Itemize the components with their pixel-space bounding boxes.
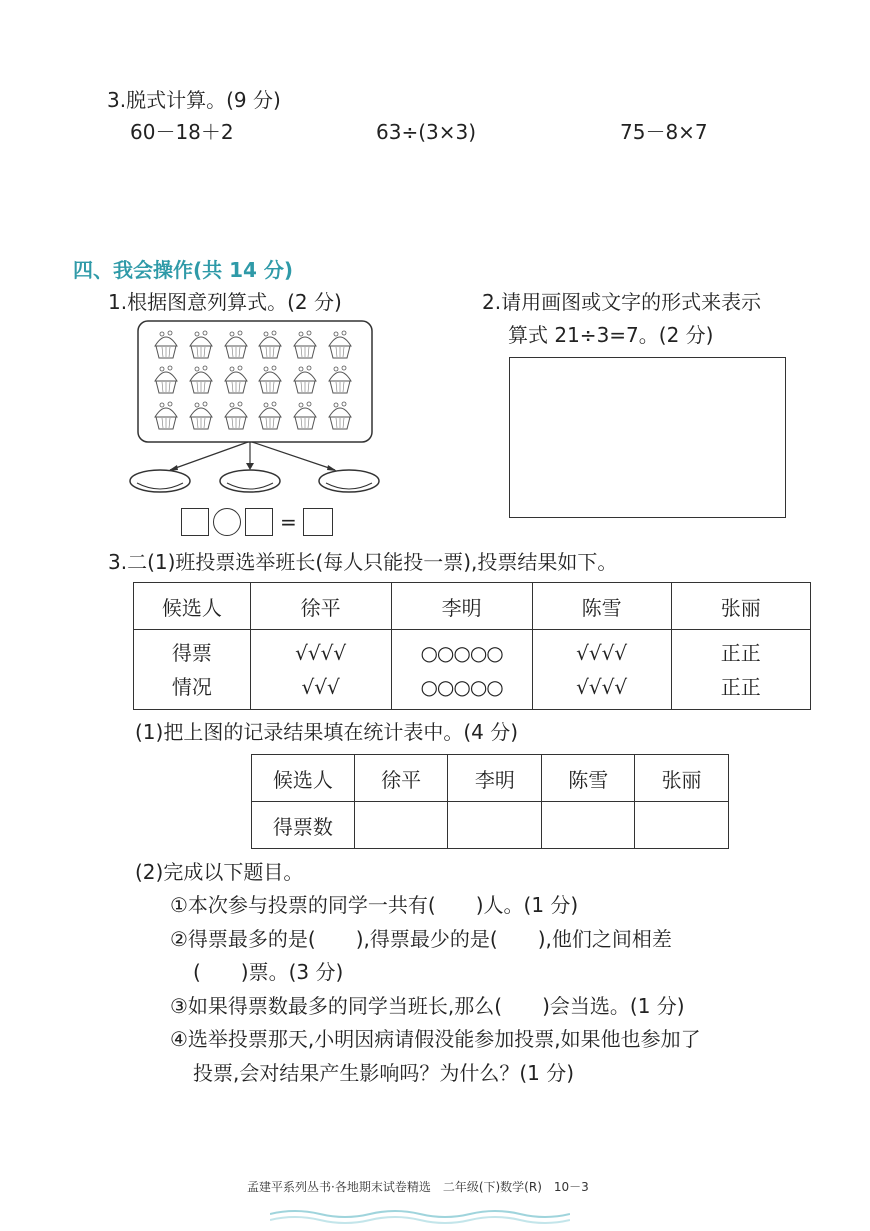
vote-row-label-1: 得票 <box>171 640 212 665</box>
stat-header-chenxue: 陈雪 <box>542 755 635 802</box>
tick-marks: √√√√ <box>576 674 628 699</box>
answer-box-1[interactable] <box>181 508 209 536</box>
cupcake-icon <box>329 402 351 429</box>
cupcake-icon <box>190 366 212 393</box>
cupcake-icon <box>155 402 177 429</box>
calc-problem-2: 63÷(3×3) <box>376 120 477 144</box>
vote-row-label <box>134 630 251 710</box>
plate-2-rim <box>227 483 273 489</box>
page-footer: 孟建平系列丛书·各地期末试卷精选 二年级(下)数学(R) 10－3 <box>247 1180 589 1194</box>
tick-marks: √√√√ <box>576 640 628 665</box>
statistics-table <box>251 754 729 849</box>
vote-header-chenxue: 陈雪 <box>532 583 671 630</box>
stat-header-xuping: 徐平 <box>354 755 448 802</box>
stat-answer-zhangli[interactable] <box>635 802 729 849</box>
section-heading: 四、我会操作(共 14 分) <box>73 258 294 282</box>
vote-marks-chenxue <box>532 630 671 710</box>
stat-header-candidate: 候选人 <box>252 755 355 802</box>
sub-question-2: ②得票最多的是( ),得票最少的是( ),他们之间相差 <box>170 927 672 951</box>
answer-box-2[interactable] <box>245 508 273 536</box>
cupcake-icon <box>329 366 351 393</box>
cupcake-icon <box>294 402 316 429</box>
vote-marks-liming <box>391 630 532 710</box>
tally-marks: 正正 <box>720 640 761 665</box>
cupcake-grid <box>155 331 351 429</box>
cupcake-icon <box>259 331 281 358</box>
plate-3-rim <box>326 483 372 489</box>
q3-title: 3.二(1)班投票选举班长(每人只能投一票),投票结果如下。 <box>108 550 618 574</box>
vote-marks-zhangli <box>671 630 810 710</box>
equals-sign: = <box>280 510 297 534</box>
stat-header-zhangli: 张丽 <box>635 755 729 802</box>
arrow-left <box>170 442 248 470</box>
operator-circle[interactable] <box>213 508 241 536</box>
tick-marks: √√√ <box>301 674 340 699</box>
answer-box-3[interactable] <box>303 508 333 536</box>
stat-row-label: 得票数 <box>252 802 355 849</box>
footer-wave-decoration <box>270 1206 570 1226</box>
vote-header-candidate: 候选人 <box>134 583 251 630</box>
q2-drawing-area[interactable] <box>509 357 786 518</box>
cupcake-icon <box>294 331 316 358</box>
calc-problem-1: 60－18＋2 <box>130 120 234 144</box>
calc-question-title: 3.脱式计算。(9 分) <box>107 88 281 112</box>
tick-marks: √√√√ <box>295 640 347 665</box>
cupcake-icon <box>155 366 177 393</box>
stat-answer-chenxue[interactable] <box>542 802 635 849</box>
stat-answer-xuping[interactable] <box>354 802 448 849</box>
vote-header-zhangli: 张丽 <box>671 583 810 630</box>
cupcake-icon <box>225 331 247 358</box>
cupcake-icon <box>259 366 281 393</box>
vote-header-xuping: 徐平 <box>250 583 391 630</box>
q2-line-1: 2.请用画图或文字的形式来表示 <box>482 290 762 314</box>
arrow-right-head <box>327 465 337 471</box>
part1-instruction: (1)把上图的记录结果填在统计表中。(4 分) <box>135 720 519 744</box>
q1-title: 1.根据图意列算式。(2 分) <box>108 290 342 314</box>
cupcake-icon <box>294 366 316 393</box>
cupcake-icon <box>155 331 177 358</box>
calc-problem-3: 75－8×7 <box>620 120 708 144</box>
circle-marks: ○○○○○ <box>420 674 503 699</box>
circle-marks: ○○○○○ <box>420 640 503 665</box>
part2-instruction: (2)完成以下题目。 <box>135 860 304 884</box>
stat-answer-liming[interactable] <box>448 802 542 849</box>
sub-question-2-cont: ( )票。(3 分) <box>193 960 344 984</box>
vote-marks-xuping <box>250 630 391 710</box>
sub-question-4: ④选举投票那天,小明因病请假没能参加投票,如果他也参加了 <box>170 1027 701 1051</box>
q2-line-2: 算式 21÷3=7。(2 分) <box>508 323 714 347</box>
stat-header-liming: 李明 <box>448 755 542 802</box>
cupcake-figure <box>125 318 385 540</box>
cupcake-icon <box>190 331 212 358</box>
sub-question-3: ③如果得票数最多的同学当班长,那么( )会当选。(1 分) <box>170 994 685 1018</box>
arrow-right <box>252 442 335 470</box>
tally-marks: 正正 <box>720 674 761 699</box>
sub-question-1: ①本次参与投票的同学一共有( )人。(1 分) <box>170 893 579 917</box>
cupcake-icon <box>329 331 351 358</box>
cupcake-icon <box>190 402 212 429</box>
vote-header-liming: 李明 <box>391 583 532 630</box>
cupcake-icon <box>259 402 281 429</box>
vote-row-label-2: 情况 <box>171 674 212 699</box>
cupcake-icon <box>225 366 247 393</box>
cupcake-icon <box>225 402 247 429</box>
sub-question-4-cont: 投票,会对结果产生影响吗？为什么？(1 分) <box>193 1061 575 1085</box>
vote-record-table <box>133 582 811 710</box>
arrow-middle-head <box>246 463 254 470</box>
plate-1-rim <box>137 483 183 489</box>
